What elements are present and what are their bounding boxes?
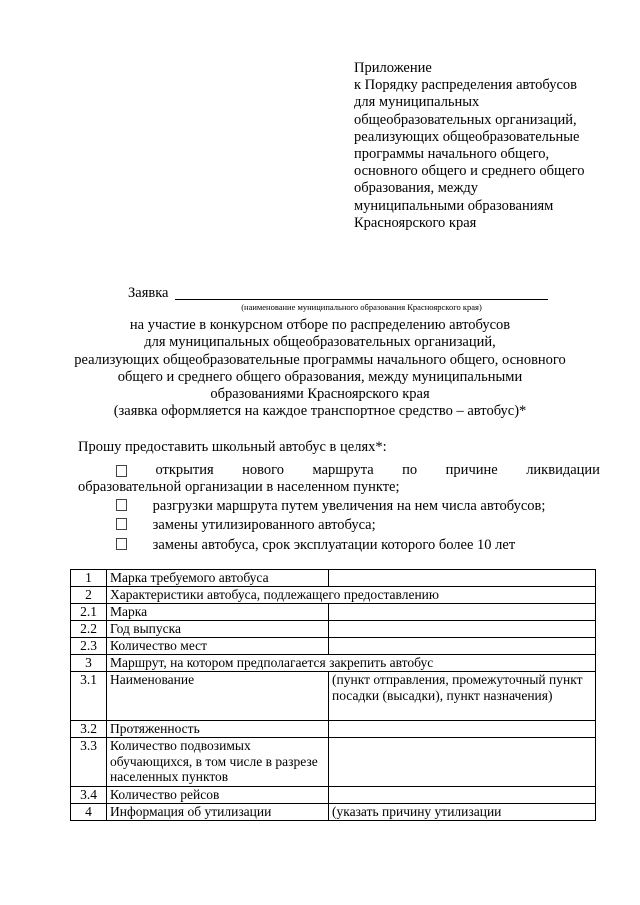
appendix-line: реализующих общеобразовательные bbox=[354, 128, 580, 145]
row-label: Год выпуска bbox=[107, 621, 329, 638]
title-line: на участие в конкурсном отборе по распределению автобусов bbox=[129, 317, 511, 333]
row-value[interactable] bbox=[329, 570, 596, 587]
row-number: 2.3 bbox=[71, 638, 107, 655]
option-1-word: маршрута bbox=[312, 462, 374, 478]
table-row bbox=[71, 672, 596, 721]
table-row bbox=[71, 655, 596, 672]
title-line: общего и среднего общего образования, между муниципальными bbox=[117, 368, 523, 385]
row-label: Марка требуемого автобуса bbox=[107, 570, 329, 587]
checkbox-icon[interactable] bbox=[116, 538, 127, 550]
row-label: Наименование bbox=[107, 672, 329, 721]
option-1 bbox=[78, 462, 600, 479]
checkbox-icon[interactable] bbox=[116, 499, 127, 511]
row-number: 2 bbox=[71, 587, 107, 604]
appendix-line: общеобразовательных организаций, bbox=[354, 111, 577, 128]
row-label: Количество рейсов bbox=[107, 787, 329, 804]
row-label: Характеристики автобуса, подлежащего предоставлению bbox=[107, 587, 596, 604]
option-1-word: по bbox=[402, 462, 418, 478]
table-row bbox=[71, 638, 596, 655]
row-label: Маршрут, на котором предполагается закрепить автобус bbox=[107, 655, 596, 672]
row-label: Информация об утилизации bbox=[107, 804, 329, 821]
appendix-line: образования, между bbox=[354, 180, 478, 197]
appendix-header bbox=[354, 60, 614, 232]
option-1-word: нового bbox=[242, 462, 285, 478]
bus-info-table bbox=[70, 569, 596, 821]
row-label: Количество мест bbox=[107, 638, 329, 655]
option-4-label: замены автобуса, срок эксплуатации которого более 10 лет bbox=[152, 537, 516, 553]
row-value[interactable] bbox=[329, 621, 596, 638]
option-1-continuation: образовательной организации в населенном пункте; bbox=[78, 479, 400, 495]
row-value[interactable] bbox=[329, 604, 596, 621]
table-row bbox=[71, 604, 596, 621]
option-1-word: ликвидации bbox=[526, 462, 600, 478]
appendix-line: муниципальными образованиям bbox=[354, 197, 554, 214]
row-number: 4 bbox=[71, 804, 107, 821]
table-row bbox=[71, 621, 596, 638]
option-3-label: замены утилизированного автобуса; bbox=[152, 517, 376, 533]
row-value[interactable] bbox=[329, 721, 596, 738]
appendix-line: Приложение bbox=[354, 60, 432, 76]
row-label: Количество подвозимых обучающихся, в том числе в разрезе населенных пунктов bbox=[107, 738, 329, 787]
table-row bbox=[71, 721, 596, 738]
title-line: реализующих общеобразовательные программы начального общего, основного bbox=[74, 351, 566, 368]
row-value[interactable]: (указать причину утилизации bbox=[329, 804, 596, 821]
row-value[interactable]: (пункт отправления, промежуточный пункт посадки (высадки), пункт назначения) bbox=[329, 672, 596, 721]
row-value[interactable] bbox=[329, 638, 596, 655]
row-number: 3 bbox=[71, 655, 107, 672]
checkbox-icon[interactable] bbox=[116, 465, 127, 477]
appendix-line: Красноярского края bbox=[354, 214, 477, 231]
row-number: 3.1 bbox=[71, 672, 107, 721]
title-caption: (наименование муниципального образования Красноярского края) bbox=[241, 302, 482, 312]
option-3 bbox=[116, 517, 376, 534]
row-number: 2.1 bbox=[71, 604, 107, 621]
row-value[interactable] bbox=[329, 787, 596, 804]
row-number: 3.3 bbox=[71, 738, 107, 787]
table-row bbox=[71, 587, 596, 604]
row-label: Марка bbox=[107, 604, 329, 621]
table-row bbox=[71, 738, 596, 787]
table-row bbox=[71, 570, 596, 587]
row-number: 3.2 bbox=[71, 721, 107, 738]
title-line: для муниципальных общеобразовательных организаций, bbox=[144, 334, 496, 351]
title-line: (заявка оформляется на каждое транспортное средство – автобус)* bbox=[113, 403, 527, 420]
request-intro: Прошу предоставить школьный автобус в целях*: bbox=[78, 439, 387, 455]
option-2 bbox=[116, 498, 545, 515]
appendix-line: к Порядку распределения автобусов bbox=[354, 77, 578, 94]
option-4 bbox=[116, 537, 515, 554]
title-block bbox=[55, 317, 585, 421]
option-1-word: открытия bbox=[155, 462, 214, 478]
appendix-line: основного общего и среднего общего bbox=[354, 163, 585, 180]
row-number: 1 bbox=[71, 570, 107, 587]
title-word: Заявка bbox=[128, 285, 169, 301]
appendix-line: для муниципальных bbox=[354, 94, 480, 111]
row-value[interactable] bbox=[329, 738, 596, 787]
row-label: Протяженность bbox=[107, 721, 329, 738]
row-number: 2.2 bbox=[71, 621, 107, 638]
table-row bbox=[71, 787, 596, 804]
checkbox-icon[interactable] bbox=[116, 518, 127, 530]
appendix-line: программы начального общего, bbox=[354, 146, 550, 163]
table-row bbox=[71, 804, 596, 821]
title-fill-line bbox=[175, 299, 548, 300]
row-number: 3.4 bbox=[71, 787, 107, 804]
title-line: образованиями Красноярского края bbox=[210, 386, 430, 403]
option-1-word: причине bbox=[445, 462, 498, 478]
option-2-label: разгрузки маршрута путем увеличения на нем числа автобусов; bbox=[152, 498, 546, 514]
